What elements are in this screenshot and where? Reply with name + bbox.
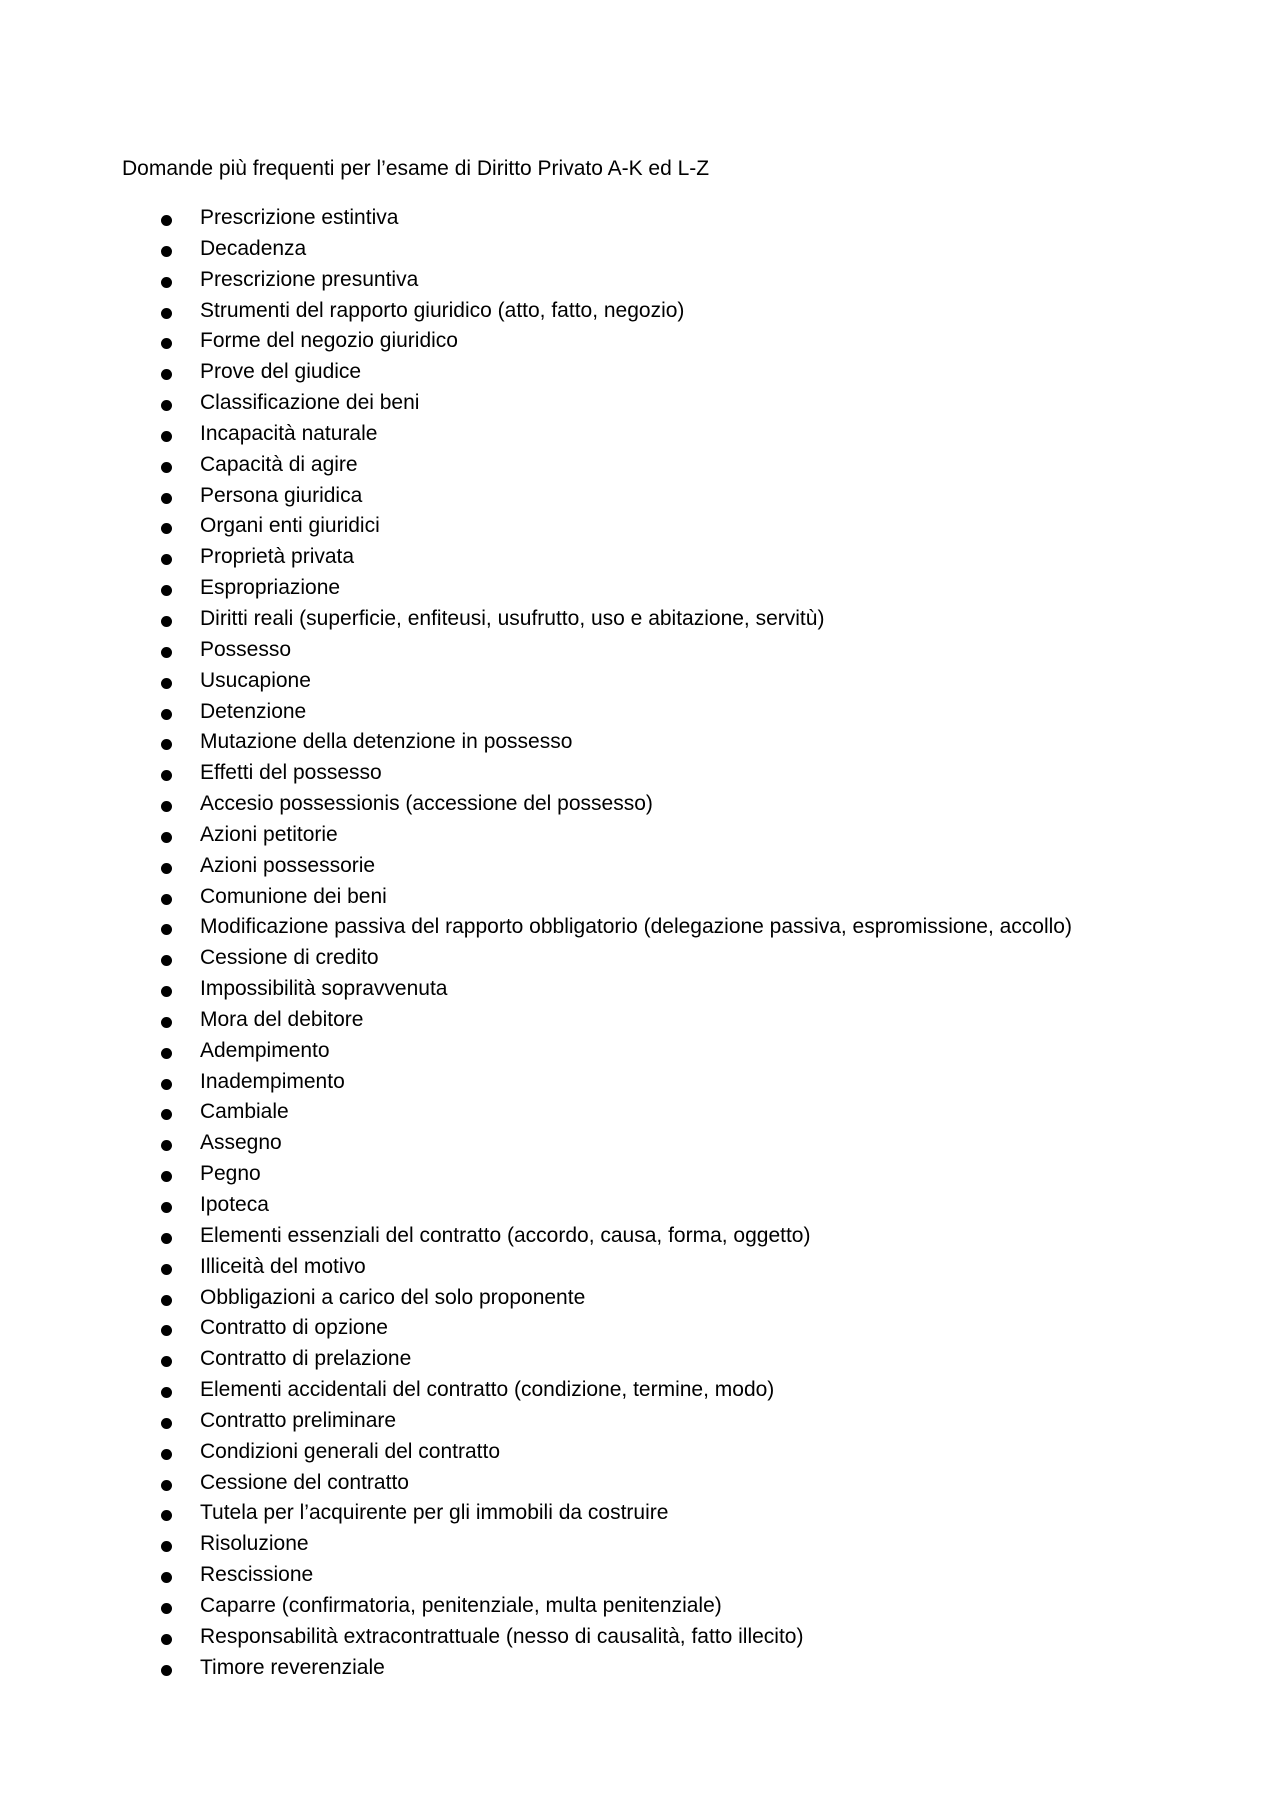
bullet-icon bbox=[161, 678, 172, 689]
list-item bbox=[0, 203, 1280, 234]
bullet-icon bbox=[161, 1387, 172, 1398]
list-item-text: Proprietà privata bbox=[200, 545, 355, 569]
list-item-text: Possesso bbox=[200, 637, 292, 661]
list-item-text: Strumenti del rapporto giuridico (atto, fatto, negozio) bbox=[200, 298, 685, 322]
list-item bbox=[0, 234, 1280, 265]
bullet-icon bbox=[161, 554, 172, 565]
list-item bbox=[0, 326, 1280, 357]
list-item bbox=[0, 789, 1280, 820]
list-item bbox=[0, 851, 1280, 882]
list-item-text: Usucapione bbox=[200, 668, 311, 692]
list-item bbox=[0, 481, 1280, 512]
list-item-text: Modificazione passiva del rapporto obbligatorio (delegazione passiva, espromissione, accollo) bbox=[200, 915, 1072, 939]
list-item-text: Assegno bbox=[200, 1131, 282, 1155]
bullet-icon bbox=[161, 1665, 172, 1676]
bullet-icon bbox=[161, 770, 172, 781]
list-item-text: Diritti reali (superficie, enfiteusi, usufrutto, uso e abitazione, servitù) bbox=[200, 606, 825, 630]
bullet-icon bbox=[161, 955, 172, 966]
bullet-icon bbox=[161, 1202, 172, 1213]
list-item bbox=[0, 265, 1280, 296]
list-item-text: Espropriazione bbox=[200, 576, 341, 600]
bullet-icon bbox=[161, 1017, 172, 1028]
list-item bbox=[0, 1159, 1280, 1190]
bullet-icon bbox=[161, 1541, 172, 1552]
list-item-text: Obbligazioni a carico del solo proponente bbox=[200, 1285, 586, 1309]
bullet-icon bbox=[161, 1603, 172, 1614]
list-item-text: Detenzione bbox=[200, 699, 307, 723]
list-item-text: Prescrizione estintiva bbox=[200, 206, 399, 229]
list-item-text: Comunione dei beni bbox=[200, 884, 387, 908]
list-item bbox=[0, 1406, 1280, 1437]
list-item-text: Responsabilità extracontrattuale (nesso di causalità, fatto illecito) bbox=[200, 1624, 804, 1648]
bullet-icon bbox=[161, 832, 172, 843]
bullet-icon bbox=[161, 739, 172, 750]
bullet-icon bbox=[161, 1325, 172, 1336]
list-item-text: Caparre (confirmatoria, penitenziale, multa penitenziale) bbox=[200, 1593, 722, 1617]
bullet-icon bbox=[161, 1449, 172, 1460]
bullet-icon bbox=[161, 1572, 172, 1583]
list-item-text: Cessione di credito bbox=[200, 946, 379, 970]
list-item bbox=[0, 1128, 1280, 1159]
list-item-text: Risoluzione bbox=[200, 1532, 309, 1556]
bullet-icon bbox=[161, 709, 172, 720]
list-item-text: Accesio possessionis (accessione del possesso) bbox=[200, 792, 653, 816]
topic-list bbox=[0, 203, 1280, 1684]
list-item-text: Ipoteca bbox=[200, 1193, 269, 1216]
bullet-icon bbox=[161, 1295, 172, 1306]
bullet-icon bbox=[161, 462, 172, 473]
bullet-icon bbox=[161, 616, 172, 627]
list-item bbox=[0, 573, 1280, 604]
list-item bbox=[0, 912, 1280, 943]
bullet-icon bbox=[161, 801, 172, 812]
bullet-icon bbox=[161, 369, 172, 380]
list-item-text: Contratto preliminare bbox=[200, 1408, 397, 1432]
list-item bbox=[0, 1283, 1280, 1314]
list-item-text: Azioni possessorie bbox=[200, 853, 376, 877]
list-item-text: Forme del negozio giuridico bbox=[200, 329, 458, 353]
bullet-icon bbox=[161, 894, 172, 905]
list-item-text: Persona giuridica bbox=[200, 483, 363, 507]
list-item bbox=[0, 1067, 1280, 1098]
list-item-text: Condizioni generali del contratto bbox=[200, 1439, 501, 1463]
list-item-text: Tutela per l’acquirente per gli immobili da costruire bbox=[200, 1501, 669, 1525]
list-item-text: Prescrizione presuntiva bbox=[200, 267, 419, 291]
list-item bbox=[0, 1375, 1280, 1406]
list-item-text: Timore reverenziale bbox=[200, 1655, 385, 1679]
bullet-icon bbox=[161, 1140, 172, 1151]
list-item bbox=[0, 604, 1280, 635]
bullet-icon bbox=[161, 1233, 172, 1244]
bullet-icon bbox=[161, 338, 172, 349]
list-item bbox=[0, 820, 1280, 851]
bullet-icon bbox=[161, 1048, 172, 1059]
list-item-text: Pegno bbox=[200, 1162, 261, 1186]
list-item bbox=[0, 882, 1280, 913]
list-item-text: Classificazione dei beni bbox=[200, 391, 420, 415]
list-item-text: Elementi essenziali del contratto (accordo, causa, forma, oggetto) bbox=[200, 1223, 811, 1247]
list-item bbox=[0, 697, 1280, 728]
document-title: Domande più frequenti per l’esame di Diritto Privato A-K ed L-Z bbox=[122, 157, 710, 180]
bullet-icon bbox=[161, 1634, 172, 1645]
list-item-text: Capacità di agire bbox=[200, 452, 358, 476]
list-item bbox=[0, 1036, 1280, 1067]
list-item-text: Cessione del contratto bbox=[200, 1470, 409, 1494]
list-item-text: Cambiale bbox=[200, 1100, 289, 1124]
list-item bbox=[0, 974, 1280, 1005]
bullet-icon bbox=[161, 647, 172, 658]
list-item bbox=[0, 1468, 1280, 1499]
bullet-icon bbox=[161, 431, 172, 442]
list-item-text: Prove del giudice bbox=[200, 360, 362, 384]
list-item bbox=[0, 450, 1280, 481]
list-item bbox=[0, 1437, 1280, 1468]
list-item bbox=[0, 666, 1280, 697]
list-item-text: Illiceità del motivo bbox=[200, 1254, 366, 1278]
bullet-icon bbox=[161, 277, 172, 288]
list-item bbox=[0, 296, 1280, 327]
bullet-icon bbox=[161, 986, 172, 997]
list-item bbox=[0, 388, 1280, 419]
bullet-icon bbox=[161, 1418, 172, 1429]
bullet-icon bbox=[161, 523, 172, 534]
list-item bbox=[0, 1005, 1280, 1036]
list-item bbox=[0, 1313, 1280, 1344]
list-item-text: Elementi accidentali del contratto (condizione, termine, modo) bbox=[200, 1378, 775, 1402]
list-item-text: Mutazione della detenzione in possesso bbox=[200, 730, 573, 754]
list-item bbox=[0, 542, 1280, 573]
list-item bbox=[0, 727, 1280, 758]
bullet-icon bbox=[161, 246, 172, 257]
list-item bbox=[0, 1498, 1280, 1529]
bullet-icon bbox=[161, 493, 172, 504]
list-item-text: Azioni petitorie bbox=[200, 822, 338, 846]
list-item bbox=[0, 1344, 1280, 1375]
bullet-icon bbox=[161, 863, 172, 874]
list-item-text: Organi enti giuridici bbox=[200, 514, 380, 538]
bullet-icon bbox=[161, 1264, 172, 1275]
list-item-text: Mora del debitore bbox=[200, 1007, 364, 1031]
list-item bbox=[0, 1529, 1280, 1560]
bullet-icon bbox=[161, 924, 172, 935]
list-item-text: Contratto di opzione bbox=[200, 1316, 388, 1340]
list-item-text: Effetti del possesso bbox=[200, 761, 382, 785]
bullet-icon bbox=[161, 1171, 172, 1182]
list-item bbox=[0, 635, 1280, 666]
list-item-text: Adempimento bbox=[200, 1038, 330, 1062]
list-item-text: Rescissione bbox=[200, 1563, 314, 1587]
list-item bbox=[0, 1252, 1280, 1283]
list-item bbox=[0, 1221, 1280, 1252]
bullet-icon bbox=[161, 1480, 172, 1491]
bullet-icon bbox=[161, 215, 172, 226]
list-item bbox=[0, 1622, 1280, 1653]
bullet-icon bbox=[161, 1109, 172, 1120]
list-item bbox=[0, 1097, 1280, 1128]
bullet-icon bbox=[161, 1079, 172, 1090]
list-item bbox=[0, 1560, 1280, 1591]
list-item-text: Incapacità naturale bbox=[200, 421, 378, 445]
list-item-text: Decadenza bbox=[200, 236, 307, 260]
bullet-icon bbox=[161, 400, 172, 411]
bullet-icon bbox=[161, 1356, 172, 1367]
list-item bbox=[0, 1653, 1280, 1684]
list-item bbox=[0, 1591, 1280, 1622]
list-item bbox=[0, 758, 1280, 789]
list-item bbox=[0, 943, 1280, 974]
bullet-icon bbox=[161, 585, 172, 596]
bullet-icon bbox=[161, 308, 172, 319]
list-item bbox=[0, 357, 1280, 388]
list-item bbox=[0, 511, 1280, 542]
list-item-text: Inadempimento bbox=[200, 1069, 345, 1093]
bullet-icon bbox=[161, 1510, 172, 1521]
list-item-text: Impossibilità sopravvenuta bbox=[200, 977, 448, 1001]
list-item bbox=[0, 1190, 1280, 1221]
list-item-text: Contratto di prelazione bbox=[200, 1347, 412, 1371]
list-item bbox=[0, 419, 1280, 450]
